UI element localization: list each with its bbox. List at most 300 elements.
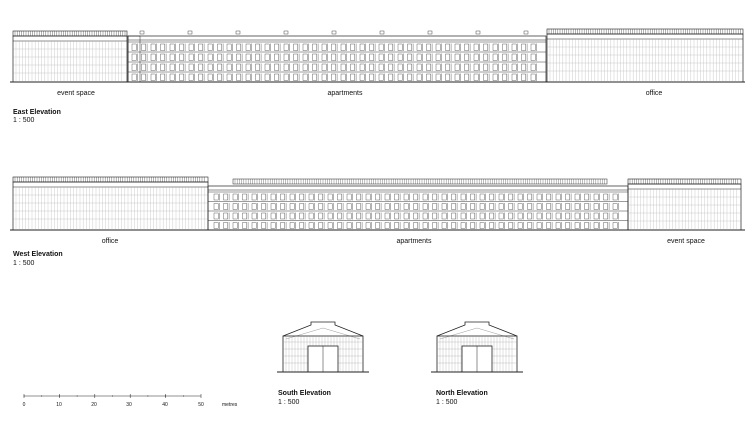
apartment-window xyxy=(474,74,478,81)
apartment-window xyxy=(319,223,323,229)
apartment-window xyxy=(313,74,317,81)
apartment-window xyxy=(522,74,526,81)
apartment-window xyxy=(256,74,260,81)
roof-vent xyxy=(188,31,192,34)
roof-vent xyxy=(476,31,480,34)
apartment-window xyxy=(265,54,269,61)
apartment-window xyxy=(309,194,313,200)
apartment-window xyxy=(243,223,247,229)
apartment-window xyxy=(452,194,456,200)
apartment-window xyxy=(281,194,285,200)
apartment-window xyxy=(531,44,535,51)
apartment-window xyxy=(528,213,532,219)
north-elevation-scale: 1 : 500 xyxy=(436,399,458,406)
apartment-window xyxy=(366,223,370,229)
apartment-window xyxy=(465,64,469,71)
apartment-window xyxy=(433,204,437,210)
apartment-window xyxy=(585,194,589,200)
apartment-window xyxy=(246,74,250,81)
apartment-window xyxy=(281,213,285,219)
apartment-window xyxy=(180,64,184,71)
apartment-window xyxy=(509,204,513,210)
apartment-window xyxy=(271,194,275,200)
apartment-window xyxy=(357,213,361,219)
apartment-window xyxy=(427,54,431,61)
apartment-window xyxy=(303,54,307,61)
apartment-window xyxy=(499,204,503,210)
apartment-window xyxy=(256,64,260,71)
apartment-window xyxy=(585,204,589,210)
east-elevation-scale: 1 : 500 xyxy=(13,117,35,124)
apartment-window xyxy=(151,74,155,81)
apartment-window xyxy=(370,44,374,51)
apartment-window xyxy=(414,194,418,200)
apartment-window xyxy=(490,223,494,229)
apartment-window xyxy=(357,204,361,210)
east-elevation-drawing xyxy=(10,29,745,82)
west-event-space-hall xyxy=(628,179,741,230)
apartment-window xyxy=(433,223,437,229)
apartment-window xyxy=(379,54,383,61)
apartment-window xyxy=(218,54,222,61)
apartment-window xyxy=(180,44,184,51)
east-zone-apartments-label: apartments xyxy=(327,90,363,97)
apartment-window xyxy=(499,223,503,229)
apartment-window xyxy=(262,213,266,219)
apartment-window xyxy=(275,74,279,81)
apartment-window xyxy=(271,223,275,229)
apartment-window xyxy=(370,64,374,71)
apartment-window xyxy=(256,44,260,51)
apartment-window xyxy=(243,194,247,200)
apartment-window xyxy=(604,223,608,229)
apartment-window xyxy=(461,223,465,229)
apartment-window xyxy=(347,223,351,229)
apartment-window xyxy=(341,64,345,71)
apartment-window xyxy=(480,223,484,229)
apartment-window xyxy=(313,54,317,61)
apartment-window xyxy=(199,54,203,61)
apartment-window xyxy=(556,194,560,200)
apartment-window xyxy=(338,194,342,200)
apartment-window xyxy=(214,213,218,219)
apartment-window xyxy=(265,64,269,71)
apartment-window xyxy=(547,194,551,200)
apartment-window xyxy=(341,54,345,61)
apartment-window xyxy=(290,223,294,229)
apartment-window xyxy=(461,213,465,219)
apartment-window xyxy=(370,54,374,61)
apartment-window xyxy=(224,194,228,200)
apartment-window xyxy=(427,64,431,71)
apartment-window xyxy=(376,213,380,219)
apartment-window xyxy=(224,213,228,219)
apartment-window xyxy=(370,74,374,81)
apartment-window xyxy=(347,213,351,219)
apartment-window xyxy=(493,74,497,81)
apartment-window xyxy=(366,204,370,210)
apartment-window xyxy=(518,204,522,210)
apartment-window xyxy=(395,204,399,210)
apartment-window xyxy=(442,223,446,229)
apartment-window xyxy=(522,54,526,61)
apartment-window xyxy=(227,74,231,81)
apartment-window xyxy=(376,204,380,210)
apartment-window xyxy=(284,64,288,71)
apartment-window xyxy=(493,64,497,71)
roof-vent xyxy=(380,31,384,34)
apartment-window xyxy=(224,223,228,229)
apartment-window xyxy=(309,204,313,210)
apartment-window xyxy=(322,64,326,71)
south-elevation-scale: 1 : 500 xyxy=(278,399,300,406)
apartment-window xyxy=(300,194,304,200)
apartment-window xyxy=(408,54,412,61)
apartment-window xyxy=(271,213,275,219)
apartment-window xyxy=(366,213,370,219)
apartment-window xyxy=(338,223,342,229)
apartment-window xyxy=(503,44,507,51)
apartment-window xyxy=(594,213,598,219)
west-zone-event-space-label: event space xyxy=(667,238,705,245)
apartment-window xyxy=(427,74,431,81)
apartment-window xyxy=(490,204,494,210)
apartment-window xyxy=(281,204,285,210)
scale-tick-label: 50 xyxy=(198,402,204,408)
apartment-window xyxy=(442,213,446,219)
apartment-window xyxy=(237,54,241,61)
east-apartment-block xyxy=(128,36,546,82)
apartment-window xyxy=(218,74,222,81)
apartment-window xyxy=(322,54,326,61)
apartment-window xyxy=(452,204,456,210)
apartment-window xyxy=(512,64,516,71)
apartment-window xyxy=(433,194,437,200)
apartment-window xyxy=(262,194,266,200)
apartment-window xyxy=(151,64,155,71)
apartment-window xyxy=(284,44,288,51)
apartment-window xyxy=(493,54,497,61)
apartment-window xyxy=(433,213,437,219)
apartment-window xyxy=(319,213,323,219)
apartment-window xyxy=(142,44,146,51)
apartment-window xyxy=(246,44,250,51)
apartment-window xyxy=(528,204,532,210)
apartment-window xyxy=(252,213,256,219)
apartment-window xyxy=(341,74,345,81)
apartment-window xyxy=(351,54,355,61)
apartment-window xyxy=(227,64,231,71)
apartment-window xyxy=(170,54,174,61)
roof-lantern xyxy=(233,179,607,184)
apartment-window xyxy=(490,213,494,219)
apartment-window xyxy=(170,64,174,71)
apartment-window xyxy=(442,204,446,210)
apartment-window xyxy=(214,223,218,229)
apartment-window xyxy=(208,64,212,71)
apartment-window xyxy=(455,44,459,51)
apartment-window xyxy=(341,44,345,51)
apartment-window xyxy=(566,213,570,219)
apartment-window xyxy=(398,54,402,61)
apartment-window xyxy=(446,54,450,61)
apartment-window xyxy=(423,194,427,200)
west-elevation-scale: 1 : 500 xyxy=(13,260,35,267)
apartment-window xyxy=(528,223,532,229)
apartment-window xyxy=(522,44,526,51)
apartment-window xyxy=(265,44,269,51)
apartment-window xyxy=(442,194,446,200)
roof-band xyxy=(13,177,208,182)
apartment-window xyxy=(446,64,450,71)
apartment-window xyxy=(417,44,421,51)
apartment-window xyxy=(604,194,608,200)
south-elevation-title: South Elevation xyxy=(278,390,331,397)
west-office-hall xyxy=(13,177,208,230)
apartment-window xyxy=(199,64,203,71)
apartment-window xyxy=(338,213,342,219)
apartment-window xyxy=(585,213,589,219)
apartment-window xyxy=(455,54,459,61)
apartment-window xyxy=(328,204,332,210)
apartment-window xyxy=(484,54,488,61)
apartment-window xyxy=(347,194,351,200)
apartment-window xyxy=(357,223,361,229)
apartment-window xyxy=(328,213,332,219)
apartment-window xyxy=(328,223,332,229)
apartment-window xyxy=(218,44,222,51)
apartment-window xyxy=(322,74,326,81)
apartment-window xyxy=(575,194,579,200)
east-elevation-title: East Elevation xyxy=(13,109,61,116)
scale-tick-label: 0 xyxy=(22,402,26,408)
apartment-window xyxy=(151,44,155,51)
apartment-window xyxy=(309,223,313,229)
apartment-window xyxy=(385,213,389,219)
apartment-window xyxy=(379,64,383,71)
apartment-window xyxy=(398,64,402,71)
north-elevation-gable xyxy=(431,322,523,372)
east-zone-event-space-label: event space xyxy=(57,90,95,97)
apartment-window xyxy=(522,64,526,71)
apartment-window xyxy=(404,213,408,219)
apartment-window xyxy=(142,64,146,71)
apartment-window xyxy=(446,44,450,51)
apartment-window xyxy=(423,213,427,219)
apartment-window xyxy=(480,213,484,219)
apartment-window xyxy=(376,194,380,200)
apartment-window xyxy=(537,223,541,229)
apartment-window xyxy=(493,44,497,51)
apartment-window xyxy=(360,74,364,81)
apartment-window xyxy=(461,204,465,210)
apartment-window xyxy=(161,44,165,51)
apartment-window xyxy=(313,64,317,71)
apartment-window xyxy=(465,74,469,81)
apartment-window xyxy=(385,204,389,210)
roof-band xyxy=(628,179,741,184)
roof-vent xyxy=(140,31,144,34)
apartment-window xyxy=(385,223,389,229)
apartment-window xyxy=(351,44,355,51)
apartment-window xyxy=(417,54,421,61)
apartment-window xyxy=(575,213,579,219)
apartment-window xyxy=(262,223,266,229)
apartment-window xyxy=(423,204,427,210)
apartment-window xyxy=(594,194,598,200)
roof-vent xyxy=(524,31,528,34)
apartment-window xyxy=(474,54,478,61)
apartment-window xyxy=(404,204,408,210)
apartment-window xyxy=(313,44,317,51)
apartment-window xyxy=(408,74,412,81)
apartment-window xyxy=(224,204,228,210)
apartment-window xyxy=(246,54,250,61)
roof-vent xyxy=(236,31,240,34)
apartment-window xyxy=(332,54,336,61)
apartment-window xyxy=(389,74,393,81)
apartment-window xyxy=(408,64,412,71)
apartment-window xyxy=(509,194,513,200)
south-elevation-gable xyxy=(277,322,369,372)
apartment-window xyxy=(613,194,617,200)
apartment-window xyxy=(503,74,507,81)
apartment-window xyxy=(613,223,617,229)
apartment-window xyxy=(142,54,146,61)
apartment-window xyxy=(252,204,256,210)
apartment-window xyxy=(290,213,294,219)
apartment-window xyxy=(290,204,294,210)
apartment-window xyxy=(503,54,507,61)
stair-core xyxy=(128,36,140,82)
apartment-window xyxy=(436,74,440,81)
apartment-window xyxy=(566,223,570,229)
apartment-window xyxy=(208,44,212,51)
apartment-window xyxy=(360,54,364,61)
apartment-window xyxy=(509,213,513,219)
apartment-window xyxy=(161,64,165,71)
apartment-window xyxy=(294,64,298,71)
apartment-window xyxy=(465,54,469,61)
apartment-window xyxy=(566,204,570,210)
apartment-window xyxy=(512,44,516,51)
scale-tick-label: 10 xyxy=(56,402,62,408)
east-event-space-hall xyxy=(13,31,127,82)
apartment-window xyxy=(161,54,165,61)
apartment-window xyxy=(319,204,323,210)
apartment-window xyxy=(404,223,408,229)
apartment-window xyxy=(414,223,418,229)
apartment-window xyxy=(613,204,617,210)
apartment-window xyxy=(303,64,307,71)
apartment-window xyxy=(199,74,203,81)
apartment-window xyxy=(395,213,399,219)
apartment-window xyxy=(132,74,136,81)
apartment-window xyxy=(170,74,174,81)
west-elevation-drawing xyxy=(10,177,745,230)
apartment-window xyxy=(243,213,247,219)
apartment-window xyxy=(484,74,488,81)
apartment-window xyxy=(271,204,275,210)
apartment-window xyxy=(436,44,440,51)
apartment-window xyxy=(537,194,541,200)
apartment-window xyxy=(414,204,418,210)
apartment-window xyxy=(366,194,370,200)
apartment-window xyxy=(256,54,260,61)
apartment-window xyxy=(531,74,535,81)
apartment-window xyxy=(613,213,617,219)
apartment-window xyxy=(294,74,298,81)
apartment-window xyxy=(300,213,304,219)
apartment-window xyxy=(243,204,247,210)
apartment-window xyxy=(509,223,513,229)
apartment-window xyxy=(490,194,494,200)
apartment-window xyxy=(414,213,418,219)
apartment-window xyxy=(474,44,478,51)
apartment-window xyxy=(233,213,237,219)
hall-facade xyxy=(547,34,743,82)
apartment-window xyxy=(379,44,383,51)
apartment-window xyxy=(132,64,136,71)
roof-vent xyxy=(428,31,432,34)
apartment-window xyxy=(322,44,326,51)
apartment-window xyxy=(503,64,507,71)
apartment-window xyxy=(265,74,269,81)
apartment-window xyxy=(294,44,298,51)
apartment-window xyxy=(281,223,285,229)
west-zone-apartments-label: apartments xyxy=(396,238,432,245)
west-apartment-block xyxy=(208,186,628,230)
south-elevation-drawing xyxy=(277,322,369,372)
apartment-window xyxy=(332,74,336,81)
apartment-window xyxy=(518,223,522,229)
apartment-window xyxy=(379,74,383,81)
west-zone-office-label: office xyxy=(101,238,119,245)
apartment-window xyxy=(284,74,288,81)
apartment-window xyxy=(233,223,237,229)
apartment-window xyxy=(518,194,522,200)
apartment-window xyxy=(347,204,351,210)
apartment-window xyxy=(351,74,355,81)
apartment-window xyxy=(275,44,279,51)
apartment-window xyxy=(246,64,250,71)
apartment-window xyxy=(398,74,402,81)
apartment-window xyxy=(518,213,522,219)
apartment-window xyxy=(512,54,516,61)
apartment-window xyxy=(262,204,266,210)
apartment-window xyxy=(309,213,313,219)
apartment-window xyxy=(575,223,579,229)
apartment-window xyxy=(417,64,421,71)
apartment-window xyxy=(252,223,256,229)
apartment-window xyxy=(237,44,241,51)
apartment-window xyxy=(604,204,608,210)
apartment-window xyxy=(455,64,459,71)
scale-bar xyxy=(24,394,201,398)
apartment-window xyxy=(161,74,165,81)
apartment-window xyxy=(303,44,307,51)
apartment-window xyxy=(594,204,598,210)
gable-roof xyxy=(437,322,517,336)
apartment-window xyxy=(180,74,184,81)
apartment-window xyxy=(208,54,212,61)
roof-vent xyxy=(284,31,288,34)
north-elevation-drawing xyxy=(431,322,523,372)
apartment-window xyxy=(398,44,402,51)
apartment-window xyxy=(480,204,484,210)
apartment-window xyxy=(556,204,560,210)
apartment-window xyxy=(237,64,241,71)
